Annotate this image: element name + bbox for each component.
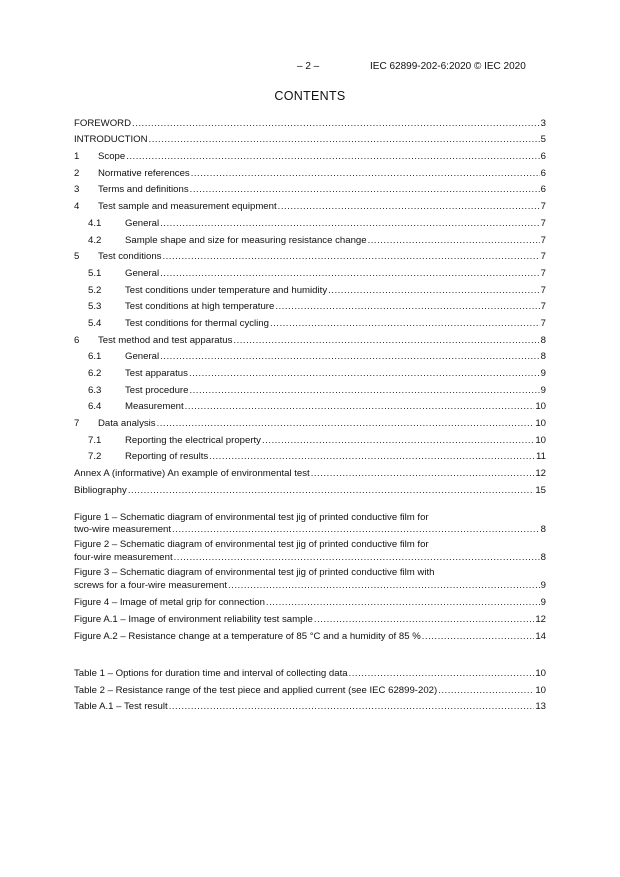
document-reference: IEC 62899-202-6:2020 © IEC 2020 — [370, 61, 526, 72]
toc-entry[interactable] — [74, 479, 546, 496]
toc-entries — [74, 112, 546, 496]
figure-entry[interactable] — [74, 512, 546, 536]
toc-entry[interactable] — [74, 279, 546, 296]
toc-entry[interactable] — [74, 312, 546, 329]
toc-entry-page: 9 — [540, 384, 546, 396]
toc-entry-page: 7 — [540, 317, 546, 329]
figure-entry-line — [74, 523, 546, 535]
toc-entry-page: 9 — [540, 368, 546, 379]
dot-leader — [174, 552, 540, 563]
toc-entry-page: 7 — [540, 217, 546, 229]
toc-entry-title: Annex A (informative) An example of environmental test — [74, 468, 310, 480]
toc-entry-title: Bibliography — [74, 484, 127, 496]
toc-entry[interactable] — [74, 246, 546, 263]
toc-entry-number: 5 — [74, 251, 80, 263]
dot-leader — [169, 701, 535, 712]
figure-entry-title-end: Figure 4 – Image of metal grip for connection — [74, 596, 265, 608]
toc-entry[interactable] — [74, 162, 546, 179]
figure-entry-title: Figure 3 – Schematic diagram of environmental test jig of printed conductive film with — [74, 567, 435, 578]
toc-entry-number: 6 — [74, 334, 80, 346]
figure-entry[interactable] — [74, 567, 546, 591]
toc-entry-title: Test conditions under temperature and humidity — [125, 284, 328, 296]
toc-entry-title: Reporting the electrical property — [125, 434, 261, 446]
toc-entry-title: Normative references — [98, 167, 190, 179]
figure-entry-title-end: Figure A.2 – Resistance change at a temperature of 85 °C and a humidity of 85 % — [74, 630, 421, 642]
figure-entry-line — [74, 551, 546, 563]
toc-entry-page: 7 — [540, 251, 546, 263]
dot-leader — [132, 118, 540, 129]
toc-entry-title: Test procedure — [125, 384, 189, 396]
dot-leader — [149, 134, 540, 145]
toc-entry[interactable] — [74, 446, 546, 463]
dot-leader — [160, 218, 540, 229]
figure-entry-title-end: two-wire measurement — [74, 524, 172, 536]
table-of-contents — [74, 112, 546, 712]
dot-leader — [270, 318, 540, 329]
toc-entry-page: 5 — [540, 134, 546, 146]
dot-leader — [278, 201, 540, 212]
toc-entry[interactable] — [74, 262, 546, 279]
figure-entry-page: 14 — [535, 630, 546, 642]
toc-entry[interactable] — [74, 362, 546, 379]
contents-title: CONTENTS — [274, 89, 346, 103]
dot-leader — [172, 524, 540, 535]
toc-entry-number: 6.2 — [88, 368, 102, 379]
figure-entry-title-end: Figure A.1 – Image of environment reliability test sample — [74, 613, 313, 625]
toc-entry[interactable] — [74, 179, 546, 196]
toc-entry-number: 6.4 — [88, 401, 102, 413]
toc-entry-title: General — [125, 351, 160, 363]
dot-leader — [162, 251, 539, 262]
toc-entry-number: 7 — [74, 418, 80, 430]
dot-leader — [189, 385, 539, 396]
dot-leader — [209, 451, 535, 462]
toc-entry-title: INTRODUCTION — [74, 134, 148, 146]
toc-entry-title: General — [125, 267, 160, 279]
dot-leader — [314, 614, 534, 625]
toc-entry[interactable] — [74, 195, 546, 212]
toc-entry[interactable] — [74, 462, 546, 479]
toc-entry-title: Test method and test apparatus — [98, 334, 233, 346]
dot-leader — [128, 485, 535, 496]
figure-entry[interactable] — [74, 539, 546, 563]
dot-leader — [262, 435, 534, 446]
toc-entry-page: 6 — [540, 184, 546, 196]
dot-leader — [190, 184, 540, 195]
figure-entry-line — [74, 629, 546, 642]
toc-entry-title: Test sample and measurement equipment — [98, 201, 277, 213]
toc-entry-page: 10 — [535, 418, 546, 430]
toc-entry-page: 12 — [535, 468, 546, 480]
toc-entry-number: 7.1 — [88, 434, 102, 446]
dot-leader — [311, 468, 535, 479]
toc-entry-page: 10 — [535, 434, 546, 446]
figure-entry-line — [74, 579, 546, 591]
table-entry[interactable] — [74, 696, 546, 713]
toc-entry-title: Measurement — [125, 401, 184, 413]
table-entry-title: Table A.1 – Test result — [74, 701, 168, 713]
page-number: – 2 – — [297, 61, 320, 72]
toc-entry-title: FOREWORD — [74, 117, 132, 129]
dot-leader — [126, 151, 539, 162]
figure-entry-page: 9 — [540, 579, 546, 591]
toc-entry-title: Test conditions at high temperature — [125, 301, 275, 313]
toc-entry-number: 4.1 — [88, 217, 102, 229]
dot-leader — [266, 597, 540, 608]
dot-leader — [228, 580, 540, 591]
toc-entry-number: 6.1 — [88, 351, 102, 363]
table-entry-page: 10 — [535, 684, 546, 696]
toc-entry-number: 5.2 — [88, 284, 102, 296]
toc-entry-title: Test apparatus — [125, 368, 188, 379]
table-entry[interactable] — [74, 679, 546, 696]
figure-entry-title: Figure 1 – Schematic diagram of environmental test jig of printed conductive film for — [74, 511, 429, 523]
toc-entry-page: 6 — [540, 151, 546, 163]
toc-entry[interactable] — [74, 229, 546, 246]
figure-entry[interactable] — [74, 612, 546, 625]
dot-leader — [328, 285, 540, 296]
list-of-figures — [74, 512, 546, 642]
toc-entry-title: Scope — [98, 151, 126, 163]
toc-entry-page: 7 — [540, 284, 546, 296]
toc-entry-page: 3 — [540, 117, 546, 129]
figure-entry-page: 8 — [540, 552, 546, 563]
dot-leader — [191, 168, 540, 179]
toc-entry-number: 4.2 — [88, 234, 102, 246]
table-entry[interactable] — [74, 663, 546, 680]
dot-leader — [368, 235, 540, 246]
toc-entry-page: 11 — [536, 451, 546, 463]
figure-entry-title: Figure 2 – Schematic diagram of environmental test jig of printed conductive film for — [74, 539, 429, 551]
toc-entry[interactable] — [74, 129, 546, 146]
toc-entry-page: 10 — [535, 401, 546, 413]
toc-entry-title: Test conditions — [98, 251, 162, 263]
toc-entry-number: 4 — [74, 201, 80, 213]
dot-leader — [422, 631, 535, 642]
toc-entry[interactable] — [74, 412, 546, 429]
toc-entry-page: 15 — [535, 484, 546, 496]
toc-entry[interactable] — [74, 212, 546, 229]
toc-entry-page: 8 — [540, 334, 546, 346]
figure-entry-line — [74, 612, 546, 625]
toc-entry-page: 7 — [540, 267, 546, 279]
toc-entry-title: Reporting of results — [125, 451, 209, 463]
figure-entry[interactable] — [74, 595, 546, 608]
toc-entry[interactable] — [74, 145, 546, 162]
figure-entry-page: 8 — [540, 524, 546, 536]
dot-leader — [160, 351, 540, 362]
toc-entry-number: 6.3 — [88, 384, 102, 396]
toc-entry-number: 3 — [74, 184, 80, 196]
toc-entry[interactable] — [74, 396, 546, 413]
figure-entry-page: 12 — [535, 613, 546, 625]
toc-entry-number: 5.3 — [88, 301, 102, 313]
toc-entry-title: Terms and definitions — [98, 184, 189, 196]
table-entry-title: Table 2 – Resistance range of the test piece and applied current (see IEC 62899-202) — [74, 684, 438, 696]
table-entry-page: 13 — [535, 701, 546, 713]
toc-entry[interactable] — [74, 379, 546, 396]
toc-entry-title: General — [125, 217, 160, 229]
dot-leader — [438, 685, 534, 696]
toc-entry[interactable] — [74, 329, 546, 346]
dot-leader — [157, 418, 535, 429]
toc-entry-page: 7 — [540, 201, 546, 213]
toc-entry-number: 7.2 — [88, 451, 102, 463]
toc-entry-title: Test conditions for thermal cycling — [125, 317, 269, 329]
figure-entry-title-end: screws for a four-wire measurement — [74, 579, 228, 591]
toc-entry[interactable] — [74, 296, 546, 313]
toc-entry[interactable] — [74, 346, 546, 363]
table-entry-page: 10 — [535, 668, 546, 680]
toc-entry-number: 1 — [74, 151, 80, 163]
table-entry-title: Table 1 – Options for duration time and interval of collecting data — [74, 668, 348, 680]
figure-entry-title-end: four-wire measurement — [74, 552, 173, 563]
toc-entry-page: 7 — [540, 301, 546, 313]
toc-entry-page: 8 — [540, 351, 546, 363]
dot-leader — [233, 335, 539, 346]
toc-entry-title: Data analysis — [98, 418, 156, 430]
toc-entry-number: 2 — [74, 167, 80, 179]
toc-entry-page: 7 — [540, 234, 546, 246]
toc-entry-page: 6 — [540, 167, 546, 179]
toc-entry-title: Sample shape and size for measuring resistance change — [125, 234, 367, 246]
toc-entry[interactable] — [74, 112, 546, 129]
figure-entry-line — [74, 595, 546, 608]
dot-leader — [160, 268, 540, 279]
toc-entry[interactable] — [74, 429, 546, 446]
dot-leader — [189, 368, 540, 379]
list-of-tables — [74, 663, 546, 713]
dot-leader — [185, 401, 535, 412]
toc-entry-number: 5.4 — [88, 317, 102, 329]
dot-leader — [349, 668, 535, 679]
figure-entry[interactable] — [74, 629, 546, 642]
dot-leader — [275, 301, 539, 312]
toc-entry-number: 5.1 — [88, 267, 102, 279]
figure-entry-page: 9 — [540, 596, 546, 608]
